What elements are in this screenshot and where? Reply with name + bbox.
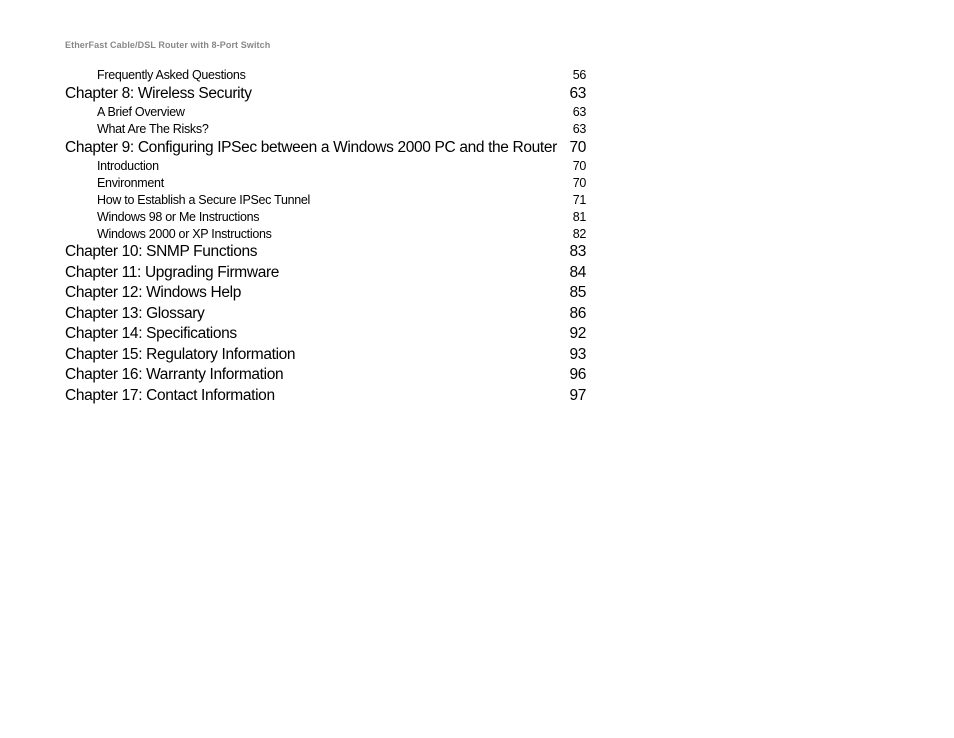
- toc-entry-page-number: 86: [569, 304, 586, 322]
- toc-section-entry[interactable]: [65, 121, 586, 138]
- toc-entry-page-number: 70: [572, 176, 586, 191]
- toc-chapter-entry[interactable]: [65, 345, 586, 366]
- toc-chapter-entry[interactable]: [65, 263, 586, 284]
- toc-entry-page-number: 93: [569, 345, 586, 363]
- toc-entry-page-number: 63: [572, 105, 586, 120]
- toc-chapter-entry[interactable]: [65, 324, 586, 345]
- toc-entry-title: Chapter 17: Contact Information: [65, 386, 275, 404]
- toc-entry-page-number: 92: [569, 325, 586, 343]
- toc-entry-title: Frequently Asked Questions: [97, 68, 246, 82]
- toc-entry-title: Introduction: [97, 159, 159, 174]
- toc-entry-title: Chapter 11: Upgrading Firmware: [65, 263, 280, 281]
- toc-entry-title: Chapter 15: Regulatory Information: [65, 345, 296, 363]
- toc-chapter-entry[interactable]: [65, 138, 586, 159]
- toc-section-entry[interactable]: [65, 158, 586, 175]
- toc-entry-title: Environment: [97, 176, 164, 191]
- toc-chapter-entry[interactable]: [65, 386, 586, 407]
- toc-section-entry[interactable]: [65, 175, 586, 192]
- toc-entry-title: Chapter 8: Wireless Security: [65, 84, 252, 102]
- toc-entry-page-number: 56: [572, 68, 586, 82]
- toc-section-entry[interactable]: [65, 226, 586, 243]
- toc-chapter-entry[interactable]: [65, 242, 586, 263]
- toc-chapter-entry[interactable]: [65, 365, 586, 386]
- toc-entry-page-number: 84: [569, 263, 586, 281]
- toc-entry-title: Chapter 16: Warranty Information: [65, 366, 284, 384]
- toc-entry-title: Chapter 9: Configuring IPSec between a Windows 2000 PC and the Router: [65, 138, 557, 156]
- toc-entry-page-number: 81: [572, 209, 586, 224]
- toc-entry-page-number: 63: [569, 84, 586, 102]
- toc-chapter-entry[interactable]: [65, 283, 586, 304]
- toc-entry-page-number: 96: [569, 366, 586, 384]
- toc-entry-title: What Are The Risks?: [97, 122, 209, 137]
- toc-chapter-entry[interactable]: [65, 304, 586, 325]
- toc-chapter-entry[interactable]: [65, 84, 586, 105]
- toc-section-entry[interactable]: [65, 209, 586, 226]
- toc-entry-title: Windows 98 or Me Instructions: [97, 209, 260, 224]
- toc-entry-page-number: 63: [572, 122, 586, 137]
- toc-section-entry[interactable]: [65, 104, 586, 121]
- toc-entry-page-number: 83: [569, 243, 586, 261]
- toc-entry-title: How to Establish a Secure IPSec Tunnel: [97, 192, 311, 207]
- toc-section-entry[interactable]: [65, 67, 586, 84]
- toc-entry-title: Chapter 14: Specifications: [65, 325, 237, 343]
- toc-entry-page-number: 85: [569, 284, 586, 302]
- toc-entry-page-number: 82: [572, 226, 586, 241]
- toc-entry-title: Chapter 12: Windows Help: [65, 284, 241, 302]
- toc-entry-page-number: 97: [569, 386, 586, 404]
- toc-entry-title: A Brief Overview: [97, 105, 185, 120]
- running-header: EtherFast Cable/DSL Router with 8-Port Switch: [65, 40, 271, 50]
- toc-entry-page-number: 70: [572, 159, 586, 174]
- toc-section-entry[interactable]: [65, 192, 586, 209]
- toc-entry-title: Chapter 10: SNMP Functions: [65, 243, 258, 261]
- toc-entry-title: Windows 2000 or XP Instructions: [97, 226, 272, 241]
- toc-entry-page-number: 71: [572, 192, 586, 207]
- table-of-contents: [65, 67, 586, 406]
- toc-entry-title: Chapter 13: Glossary: [65, 304, 205, 322]
- toc-entry-page-number: 70: [569, 138, 586, 156]
